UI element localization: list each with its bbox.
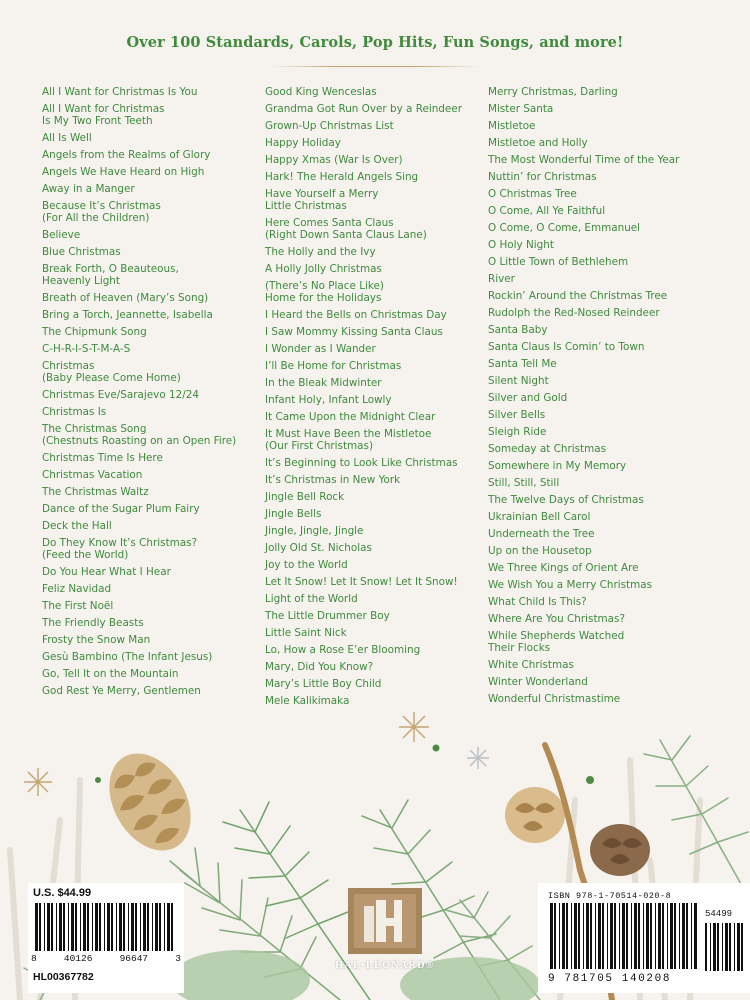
barcode-digit-group: 3 [175, 953, 181, 964]
song-title-line: Christmas Vacation [42, 469, 143, 481]
song-title-line: Rockin’ Around the Christmas Tree [488, 290, 668, 302]
publisher-logo [330, 880, 440, 980]
song-title [488, 476, 708, 493]
song-title [42, 245, 257, 262]
song-title-line: Home for the Holidays [265, 292, 382, 304]
song-title [265, 102, 480, 119]
song-title [42, 165, 257, 182]
song-title-line: Santa Claus Is Comin’ to Town [488, 341, 645, 353]
song-title-line: Santa Baby [488, 324, 548, 336]
song-title [488, 425, 708, 442]
song-title [488, 527, 708, 544]
song-title [42, 342, 257, 359]
song-title [42, 199, 257, 228]
song-title [265, 216, 480, 245]
song-title [42, 599, 257, 616]
song-title [488, 289, 708, 306]
song-title [42, 148, 257, 165]
song-title [42, 388, 257, 405]
song-title-line: (Feed the World) [42, 549, 129, 561]
song-title-line: O Christmas Tree [488, 188, 577, 200]
song-title [265, 541, 480, 558]
tagline: Over 100 Standards, Carols, Pop Hits, Fun Songs, and more! [126, 34, 624, 51]
song-title [488, 629, 708, 658]
song-title-line: Jingle Bells [265, 508, 322, 520]
price: U.S. $44.99 [33, 887, 92, 899]
song-title [488, 357, 708, 374]
song-title [265, 643, 480, 660]
song-title [265, 136, 480, 153]
song-title [265, 575, 480, 592]
song-title-line: Jingle Bell Rock [265, 491, 345, 503]
song-title-line: Bring a Torch, Jeannette, Isabella [42, 309, 213, 321]
song-title [42, 359, 257, 388]
song-title [488, 510, 708, 527]
song-title-line: Jolly Old St. Nicholas [265, 542, 372, 554]
barcode-digits [31, 953, 181, 964]
song-title [265, 325, 480, 342]
song-title-line: Breath of Heaven (Mary’s Song) [42, 292, 209, 304]
song-title-line: (Our First Christmas) [265, 440, 374, 452]
song-title [265, 342, 480, 359]
song-title-line: Someday at Christmas [488, 443, 607, 455]
song-title-line: God Rest Ye Merry, Gentlemen [42, 685, 201, 697]
song-title [488, 85, 708, 102]
song-title-line: Believe [42, 229, 81, 241]
song-title [42, 536, 257, 565]
song-title-line: Little Saint Nick [265, 627, 347, 639]
song-title [488, 323, 708, 340]
isbn-barcode [550, 903, 700, 969]
song-title [488, 136, 708, 153]
song-title-line: Mistletoe and Holly [488, 137, 588, 149]
song-title-line: Because It’s Christmas [42, 200, 161, 212]
barcode-digit-group: 96647 [119, 953, 149, 964]
song-title-line: Go, Tell It on the Mountain [42, 668, 179, 680]
song-title [488, 391, 708, 408]
song-title-line: All I Want for Christmas [42, 103, 165, 115]
song-title-line: In the Bleak Midwinter [265, 377, 382, 389]
song-title-line: The Christmas Song [42, 423, 147, 435]
song-title-line: Up on the Housetop [488, 545, 592, 557]
song-title-line: I Heard the Bells on Christmas Day [265, 309, 447, 321]
song-title [488, 595, 708, 612]
song-title-line: Gesù Bambino (The Infant Jesus) [42, 651, 213, 663]
song-title-line: Ukrainian Bell Carol [488, 511, 591, 523]
song-title-line: O Holy Night [488, 239, 554, 251]
snowflake-icon [24, 712, 489, 796]
price-barcode [705, 923, 745, 971]
song-title [488, 675, 708, 692]
song-title-line: I Wonder as I Wander [265, 343, 376, 355]
song-title-line: The Christmas Waltz [42, 486, 149, 498]
song-title-line: (There’s No Place Like) [265, 280, 384, 292]
song-title [488, 561, 708, 578]
song-title [488, 612, 708, 629]
song-title [488, 238, 708, 255]
song-title-line: Angels We Have Heard on High [42, 166, 205, 178]
song-title [42, 308, 257, 325]
song-title-line: A Holly Jolly Christmas [265, 263, 382, 275]
song-title [42, 565, 257, 582]
song-title-line: White Christmas [488, 659, 574, 671]
song-title [42, 502, 257, 519]
song-title [265, 245, 480, 262]
song-title [488, 459, 708, 476]
song-title [42, 291, 257, 308]
song-title-line: O Come, O Come, Emmanuel [488, 222, 641, 234]
song-title [265, 427, 480, 456]
song-title-line: Merry Christmas, Darling [488, 86, 618, 98]
song-title-line: It’s Christmas in New York [265, 474, 401, 486]
song-title [42, 182, 257, 199]
song-title-line: Silent Night [488, 375, 549, 387]
song-title-line: Christmas Eve/Sarajevo 12/24 [42, 389, 199, 401]
song-title-line: Angels from the Realms of Glory [42, 149, 211, 161]
isbn: ISBN 978-1-70514-020-8 [548, 891, 672, 901]
song-title [42, 616, 257, 633]
song-title-line: Mister Santa [488, 103, 554, 115]
song-title-line: Sleigh Ride [488, 426, 547, 438]
song-title-line: It Came Upon the Midnight Clear [265, 411, 436, 423]
song-title-line: Rudolph the Red-Nosed Reindeer [488, 307, 660, 319]
song-title-line: Heavenly Light [42, 275, 120, 287]
song-title [488, 493, 708, 510]
song-title [42, 633, 257, 650]
barcode [35, 903, 177, 951]
song-title-line: Happy Holiday [265, 137, 341, 149]
song-title [488, 119, 708, 136]
song-title [265, 660, 480, 677]
song-title [488, 272, 708, 289]
song-title [488, 187, 708, 204]
song-title-line: C-H-R-I-S-T-M-A-S [42, 343, 131, 355]
song-title [488, 442, 708, 459]
song-title-line: Infant Holy, Infant Lowly [265, 394, 392, 406]
song-title-line: Have Yourself a Merry [265, 188, 379, 200]
song-title [265, 153, 480, 170]
song-title [42, 102, 257, 131]
song-title-line: The Holly and the Ivy [265, 246, 376, 258]
song-title [42, 650, 257, 667]
song-title [42, 262, 257, 291]
song-title-line: While Shepherds Watched [488, 630, 625, 642]
song-title-line: It Must Have Been the Mistletoe [265, 428, 432, 440]
song-title [488, 204, 708, 221]
song-title-line: Lo, How a Rose E’er Blooming [265, 644, 421, 656]
song-title [42, 85, 257, 102]
song-title [488, 408, 708, 425]
song-title [265, 376, 480, 393]
price-code: 54499 [705, 909, 733, 919]
song-title [265, 308, 480, 325]
gold-divider [270, 66, 480, 67]
publisher-name: HAL•LEONARD® [335, 960, 435, 971]
song-title [42, 405, 257, 422]
song-title-line: O Little Town of Bethlehem [488, 256, 629, 268]
song-title-line: Santa Tell Me [488, 358, 557, 370]
song-title [488, 102, 708, 119]
song-title [488, 255, 708, 272]
song-title-line: Grandma Got Run Over by a Reindeer [265, 103, 462, 115]
song-title-line: (Chestnuts Roasting on an Open Fire) [42, 435, 237, 447]
publisher-logo-mark [330, 880, 440, 960]
song-title-line: Blue Christmas [42, 246, 121, 258]
song-title [42, 325, 257, 342]
barcode-digit-group: 40126 [63, 953, 93, 964]
song-title [265, 524, 480, 541]
song-title [488, 153, 708, 170]
song-title-line: (Right Down Santa Claus Lane) [265, 229, 427, 241]
song-title-line: I Saw Mommy Kissing Santa Claus [265, 326, 443, 338]
song-title-line: Good King Wenceslas [265, 86, 377, 98]
song-title [265, 626, 480, 643]
song-title-line: (Baby Please Come Home) [42, 372, 181, 384]
song-title-line: Wonderful Christmastime [488, 693, 621, 705]
song-title-line: All Is Well [42, 132, 92, 144]
song-title [265, 170, 480, 187]
song-title-line: Grown-Up Christmas List [265, 120, 394, 132]
song-title-line: Is My Two Front Teeth [42, 115, 153, 127]
song-title [265, 359, 480, 376]
song-title [265, 677, 480, 694]
song-title [488, 658, 708, 675]
song-title [488, 544, 708, 561]
song-title-line: I’ll Be Home for Christmas [265, 360, 402, 372]
song-title-line: Mary’s Little Boy Child [265, 678, 382, 690]
song-title-line: River [488, 273, 515, 285]
song-title [42, 582, 257, 599]
song-title [42, 228, 257, 245]
song-title [265, 393, 480, 410]
song-title-line: Hark! The Herald Angels Sing [265, 171, 419, 183]
song-title-line: Mary, Did You Know? [265, 661, 374, 673]
song-title [42, 684, 257, 701]
song-title-line: Happy Xmas (War Is Over) [265, 154, 403, 166]
product-code: HL00367782 [33, 971, 94, 983]
song-title [265, 262, 480, 279]
song-title [488, 578, 708, 595]
song-title-line: What Child Is This? [488, 596, 587, 608]
song-title-line: Jingle, Jingle, Jingle [265, 525, 364, 537]
song-title-line: Deck the Hall [42, 520, 112, 532]
song-title-line: The Friendly Beasts [42, 617, 144, 629]
song-title-line: Underneath the Tree [488, 528, 595, 540]
song-column-2 [265, 85, 480, 711]
song-title-line: Frosty the Snow Man [42, 634, 151, 646]
song-title-line: Here Comes Santa Claus [265, 217, 394, 229]
song-title-line: Light of the World [265, 593, 358, 605]
song-title-line: Little Christmas [265, 200, 347, 212]
song-title-line: Mistletoe [488, 120, 536, 132]
song-title-line: It’s Beginning to Look Like Christmas [265, 457, 458, 469]
song-title [265, 119, 480, 136]
song-title-line: Still, Still, Still [488, 477, 560, 489]
song-title-line: Mele Kalikimaka [265, 695, 350, 707]
song-title-line: The Twelve Days of Christmas [488, 494, 644, 506]
song-title-line: The First Noël [42, 600, 114, 612]
song-title [265, 456, 480, 473]
song-title-line: We Wish You a Merry Christmas [488, 579, 653, 591]
price-label [28, 883, 184, 993]
song-column-1 [42, 85, 257, 701]
song-title-line: Silver and Gold [488, 392, 568, 404]
song-title-line: Feliz Navidad [42, 583, 112, 595]
song-title-line: Christmas Is [42, 406, 107, 418]
song-title-line: Do They Know It’s Christmas? [42, 537, 198, 549]
song-title-line: Christmas Time Is Here [42, 452, 163, 464]
isbn-label [538, 883, 750, 993]
song-title-line: Let It Snow! Let It Snow! Let It Snow! [265, 576, 458, 588]
song-title-line: Winter Wonderland [488, 676, 588, 688]
song-title [488, 374, 708, 391]
song-title [265, 187, 480, 216]
song-title-line: Dance of the Sugar Plum Fairy [42, 503, 200, 515]
ean-digits: 9 781705 140208 [548, 973, 672, 985]
song-title-line: Where Are You Christmas? [488, 613, 625, 625]
song-title [265, 410, 480, 427]
song-title-line: O Come, All Ye Faithful [488, 205, 606, 217]
song-title [488, 306, 708, 323]
song-title-line: The Most Wonderful Time of the Year [488, 154, 680, 166]
song-title [42, 451, 257, 468]
song-title [42, 131, 257, 148]
song-title-line: The Little Drummer Boy [265, 610, 390, 622]
song-title [488, 170, 708, 187]
song-title [265, 592, 480, 609]
song-title [488, 340, 708, 357]
song-title-line: Away in a Manger [42, 183, 135, 195]
song-title-line: Break Forth, O Beauteous, [42, 263, 179, 275]
song-title-line: Their Flocks [488, 642, 551, 654]
song-title-line: Somewhere in My Memory [488, 460, 627, 472]
song-title-line: Nuttin’ for Christmas [488, 171, 597, 183]
song-title-line: All I Want for Christmas Is You [42, 86, 198, 98]
song-title-line: Silver Bells [488, 409, 546, 421]
song-title [42, 422, 257, 451]
song-title [265, 279, 480, 308]
song-title [42, 667, 257, 684]
song-title-line: Do You Hear What I Hear [42, 566, 171, 578]
song-title [265, 85, 480, 102]
song-title [488, 221, 708, 238]
song-title [265, 490, 480, 507]
barcode-digit-group: 8 [31, 953, 37, 964]
song-title-line: Joy to the World [265, 559, 348, 571]
song-title-line: (For All the Children) [42, 212, 150, 224]
song-title [42, 468, 257, 485]
song-title [42, 519, 257, 536]
song-title [42, 485, 257, 502]
song-title [265, 507, 480, 524]
song-title [265, 609, 480, 626]
song-column-3 [488, 85, 708, 709]
song-title [265, 558, 480, 575]
song-title-line: We Three Kings of Orient Are [488, 562, 639, 574]
song-title [265, 473, 480, 490]
song-title-line: The Chipmunk Song [42, 326, 147, 338]
song-title-line: Christmas [42, 360, 95, 372]
